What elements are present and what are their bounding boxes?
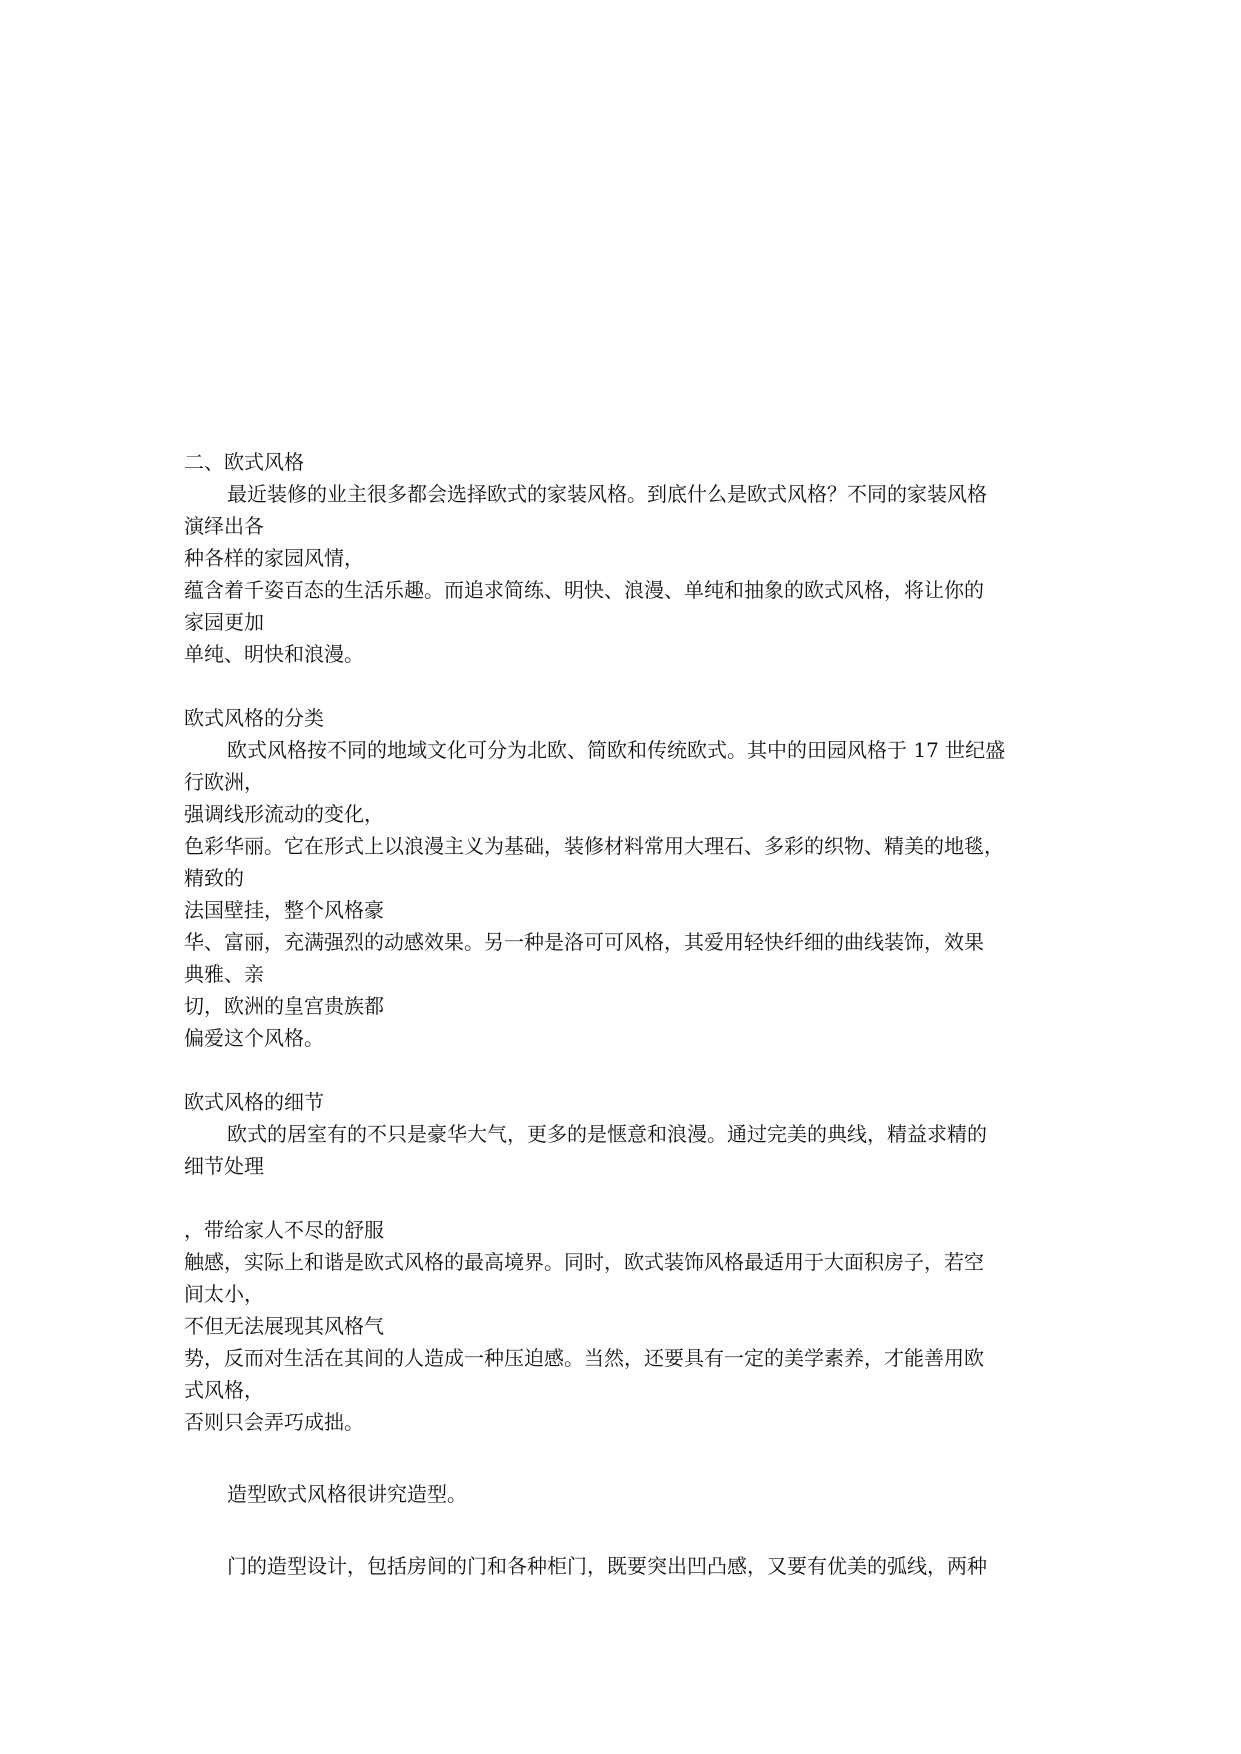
paragraph-line: 种各样的家园风情，: [184, 546, 364, 570]
paragraph-line: 演绎出各: [184, 514, 264, 538]
paragraph-line: 典雅、亲: [184, 962, 264, 986]
paragraph-line: 触感，实际上和谐是欧式风格的最高境界。同时，欧式装饰风格最适用于大面积房子，若空: [184, 1250, 984, 1274]
paragraph-line: 式风格，: [184, 1378, 264, 1402]
paragraph-line: 色彩华丽。它在形式上以浪漫主义为基础，装修材料常用大理石、多彩的织物、精美的地毯，: [184, 834, 1004, 858]
paragraph-line: 强调线形流动的变化，: [184, 802, 384, 826]
paragraph-line: 欧式风格按不同的地域文化可分为北欧、简欧和传统欧式。其中的田园风格于 17 世纪盛: [227, 738, 1006, 762]
spacer: [184, 1182, 1064, 1214]
paragraph-line: 法国壁挂，整个风格豪: [184, 898, 384, 922]
paragraph-line: 间太小，: [184, 1282, 264, 1306]
document-body: [184, 446, 1064, 1582]
paragraph-line: ，带给家人不尽的舒服: [184, 1218, 384, 1242]
paragraph-line: 精致的: [184, 866, 244, 890]
paragraph-line: 否则只会弄巧成拙。: [184, 1410, 364, 1434]
spacer: [184, 1054, 1064, 1086]
spacer: [184, 1438, 1064, 1478]
paragraph-line: 蕴含着千姿百态的生活乐趣。而追求简练、明快、浪漫、单纯和抽象的欧式风格，将让你的: [184, 578, 984, 602]
paragraph-line: 门的造型设计，包括房间的门和各种柜门，既要突出凹凸感，又要有优美的弧线，两种: [227, 1554, 987, 1578]
details-heading: 欧式风格的细节: [184, 1090, 324, 1114]
paragraph-line: 家园更加: [184, 610, 264, 634]
paragraph-line: 偏爱这个风格。: [184, 1026, 324, 1050]
paragraph-line: 细节处理: [184, 1154, 264, 1178]
paragraph-line: 华、富丽，充满强烈的动感效果。另一种是洛可可风格，其爱用轻快纤细的曲线装饰，效果: [184, 930, 984, 954]
paragraph-line: 切，欧洲的皇宫贵族都: [184, 994, 384, 1018]
paragraph-line: 不但无法展现其风格气: [184, 1314, 384, 1338]
paragraph-line: 单纯、明快和浪漫。: [184, 642, 364, 666]
section-heading: 二、欧式风格: [184, 450, 304, 474]
paragraph-line: 最近装修的业主很多都会选择欧式的家装风格。到底什么是欧式风格？不同的家装风格: [227, 482, 987, 506]
paragraph-line: 欧式的居室有的不只是豪华大气，更多的是惬意和浪漫。通过完美的典线，精益求精的: [227, 1122, 987, 1146]
paragraph-line: 势，反而对生活在其间的人造成一种压迫感。当然，还要具有一定的美学素养，才能善用欧: [184, 1346, 984, 1370]
classification-heading: 欧式风格的分类: [184, 706, 324, 730]
shape-heading: 造型欧式风格很讲究造型。: [227, 1482, 467, 1506]
spacer: [184, 1510, 1064, 1550]
spacer: [184, 670, 1064, 702]
paragraph-line: 行欧洲，: [184, 770, 264, 794]
